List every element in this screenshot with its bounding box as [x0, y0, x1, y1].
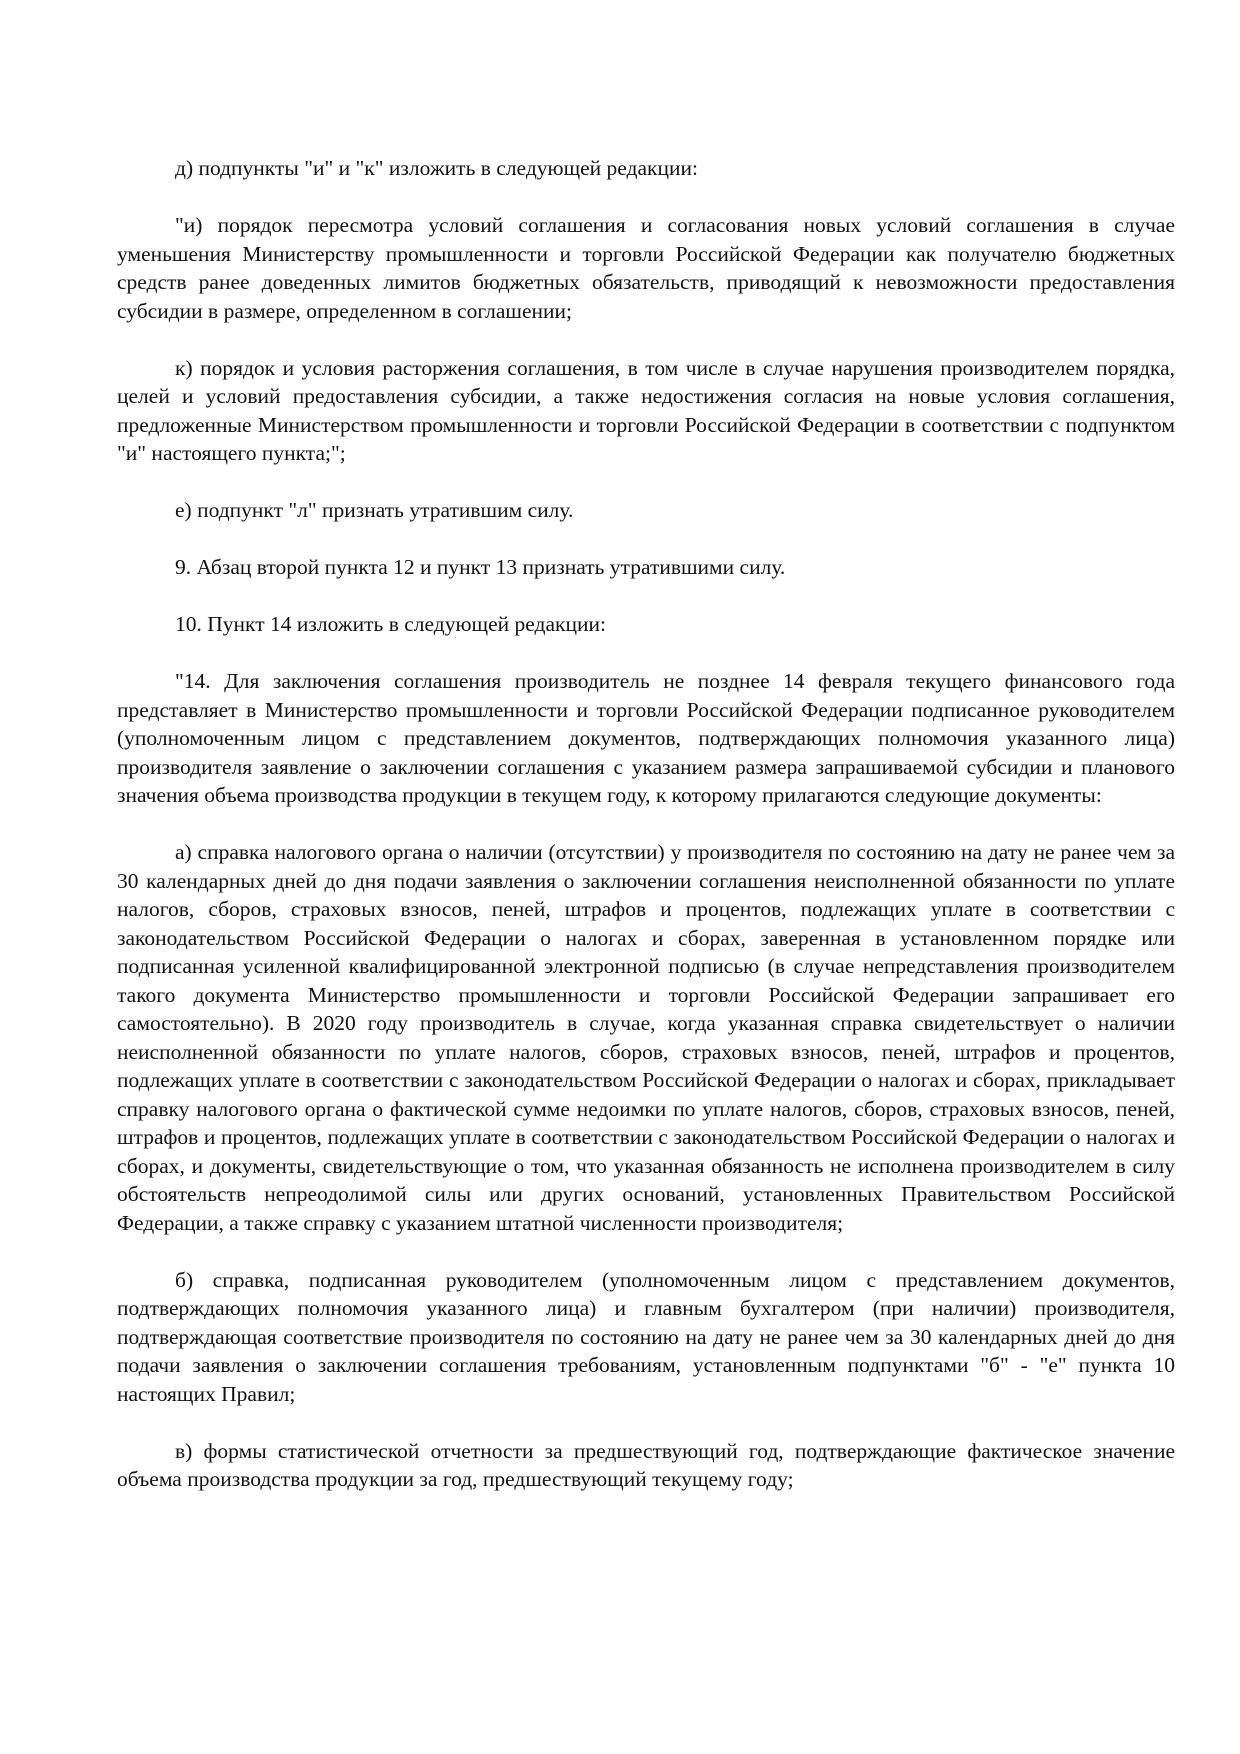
paragraph-item-10: 10. Пункт 14 изложить в следующей редакции:: [175, 612, 606, 636]
paragraph-subitem-b: б) справка, подписанная руководителем (уполномоченным лицом с представлением документов, подтверждающих полномочия указанного лица) и главным бухгалтером (при наличии) производителя, подтверждающая соответствие производителя по состоянию на дату не ранее чем за 30 календарных дней до дня подачи заявления о заключении соглашения требованиям, установленным подпунктами "б" - "е" пункта 10 настоящих Правил;: [117, 1267, 1175, 1406]
document-page: [117, 154, 1175, 1522]
paragraph-subitem-a: а) справка налогового органа о наличии (отсутствии) у производителя по состоянию на дату не ранее чем за 30 календарных дней до дня подачи заявления о заключении соглашения неисполненной обязанности по уплате налогов, сборов, страховых взносов, пеней, штрафов и процентов, подлежащих уплате в соответствии с законодательством Российской Федерации о налогах и сборах, заверенная в установленном порядке или подписанная усиленной квалифицированной электронной подписью (в случае непредставления производителем такого документа Министерство промышленности и торговли Российской Федерации запрашивает его самостоятельно). В 2020 году производитель в случае, когда указанная справка свидетельствует о наличии неисполненной обязанности по уплате налогов, сборов, страховых взносов, пеней, штрафов и процентов, подлежащих уплате в соответствии с законодательством Российской Федерации о налогах и сборах, прикладывает справку налогового органа о фактической сумме недоимки по уплате налогов, сборов, страховых взносов, пеней, штрафов и процентов, подлежащих уплате в соответствии с законодательством Российской Федерации о налогах и сборах, и документы, свидетельствующие о том, что указанная обязанность не исполнена производителем в силу обстоятельств непреодолимой силы или других оснований, установленных Правительством Российской Федерации, а также справку с указанием штатной численности производителя;: [117, 840, 1175, 1235]
paragraph-item-14: "14. Для заключения соглашения производитель не позднее 14 февраля текущего финансового года представляет в Министерство промышленности и торговли Российской Федерации подписанное руководителем (уполномоченным лицом с представлением документов, подтверждающих полномочия указанного лица) производителя заявление о заключении соглашения с указанием размера запрашиваемой субсидии и планового значения объема производства продукции в текущем году, к которому прилагаются следующие документы:: [117, 669, 1175, 807]
paragraph-subitem-e: е) подпункт "л" признать утратившим силу.: [175, 498, 574, 522]
paragraph-subitem-k: к) порядок и условия расторжения соглашения, в том числе в случае нарушения производителем порядка, целей и условий предоставления субсидии, а также недостижения согласия на новые условия соглашения, предложенные Министерством промышленности и торговли Российской Федерации в соответствии с подпунктом "и" настоящего пункта;";: [117, 355, 1175, 465]
paragraph-subitem-v: в) формы статистической отчетности за предшествующий год, подтверждающие фактическое значение объема производства продукции за год, предшествующий текущему году;: [117, 1438, 1175, 1491]
paragraph-item-9: 9. Абзац второй пункта 12 и пункт 13 признать утратившими силу.: [175, 555, 786, 579]
paragraph-subitem-i: "и) порядок пересмотра условий соглашения и согласования новых условий соглашения в случае уменьшения Министерству промышленности и торговли Российской Федерации как получателю бюджетных средств ранее доведенных лимитов бюджетных обязательств, приводящий к невозможности предоставления субсидии в размере, определенном в соглашении;: [117, 213, 1175, 323]
paragraph-subitem-d: д) подпункты "и" и "к" изложить в следующей редакции:: [175, 156, 698, 180]
